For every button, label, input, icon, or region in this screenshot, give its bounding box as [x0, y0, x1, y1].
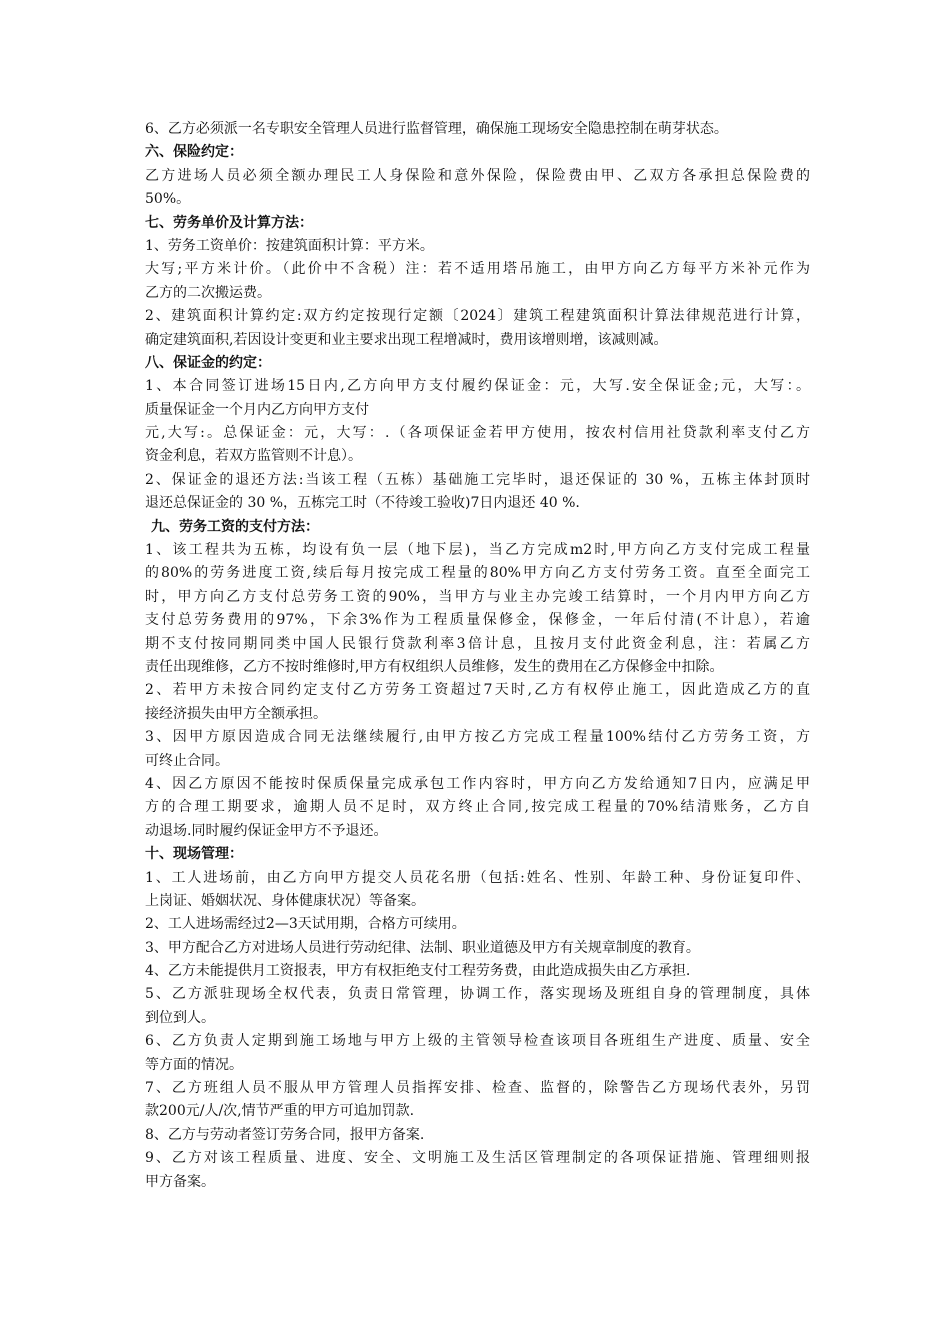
text-line: 1、该工程共为五栋，均设有负一层（地下层)，当乙方完成m2时,甲方向乙方支付完成工程量 [145, 542, 810, 559]
text-line: 确定建筑面积,若因设计变更和业主要求出现工程增减时，费用该增则增，该减则减。 [145, 331, 668, 348]
paragraph [145, 1147, 810, 1194]
text-line: 等方面的情况。 [145, 1056, 243, 1073]
text-line: 2、若甲方未按合同约定支付乙方劳务工资超过7天时,乙方有权停止施工，因此造成乙方的直 [145, 682, 810, 699]
text-line: 3、甲方配合乙方对进场人员进行劳动纪律、法制、职业道德及甲方有关规章制度的教育。 [145, 939, 700, 956]
paragraph [145, 913, 810, 936]
paragraph [145, 305, 810, 352]
section-heading: 十、现场管理： [145, 846, 243, 863]
text-line: 5、乙方派驻现场全权代表，负责日常管理，协调工作，落实现场及班组自身的管理制度，具体 [145, 986, 810, 1003]
paragraph [145, 937, 810, 960]
text-line: 2、保证金的退还方法:当该工程（五栋）基础施工完毕时，退还保证的 30 %，五栋主体封顶时 [145, 471, 810, 488]
document-page [145, 118, 810, 1194]
text-line: 到位到人。 [145, 1009, 215, 1026]
text-line: 7、乙方班组人员不服从甲方管理人员指挥安排、检查、监督的，除警告乙方现场代表外，另罚 [145, 1080, 810, 1097]
text-line: 方的合理工期要求，逾期人员不足时，双方终止合同,按完成工程量的70%结清账务，乙方自 [145, 799, 810, 816]
paragraph [145, 165, 810, 212]
section-heading: 六、保险约定： [145, 144, 243, 161]
paragraph [145, 867, 810, 914]
text-line: 元,大写:。总保证金：元，大写：.（各项保证金若甲方使用，按农村信用社贷款利率支付乙方 [145, 425, 810, 442]
text-line: 的80%的劳务进度工资,续后每月按完成工程量的80%甲方向乙方支付劳务工资。直至全面完工 [145, 565, 810, 582]
paragraph [145, 375, 810, 422]
paragraph [145, 983, 810, 1030]
text-line: 甲方备案。 [145, 1173, 215, 1190]
text-line: 4、乙方未能提供月工资报表，甲方有权拒绝支付工程劳务费，由此造成损失由乙方承担. [145, 963, 691, 980]
section-heading: 七、劳务单价及计算方法： [145, 214, 313, 231]
text-line: 4、因乙方原因不能按时保质保量完成承包工作内容时，甲方向乙方发给通知7日内，应满足甲 [145, 775, 810, 792]
text-line: 动退场.同时履约保证金甲方不予退还。 [145, 822, 388, 839]
text-line: 上岗证、婚姻状况、身体健康状况）等备案。 [145, 892, 425, 909]
text-line: 退还总保证金的 30 %，五栋完工时（不待竣工验收)7日内退还 40 %. [145, 495, 580, 512]
paragraph [145, 422, 810, 469]
section-heading: 八、保证金的约定： [145, 354, 271, 371]
paragraph [145, 960, 810, 983]
text-line: 可终止合同。 [145, 752, 229, 769]
paragraph [145, 1077, 810, 1124]
paragraph [145, 258, 810, 305]
text-line: 1、工人进场前，由乙方向甲方提交人员花名册（包括:姓名、性别、年龄工种、身份证复印件、 [145, 869, 810, 886]
text-line: 2、工人进场需经过2—3天试用期，合格方可续用。 [145, 916, 466, 933]
paragraph [145, 539, 810, 679]
text-line: 乙方的二次搬运费。 [145, 284, 271, 301]
paragraph [145, 118, 810, 141]
paragraph [145, 1030, 810, 1077]
text-line: 50%。 [145, 191, 191, 208]
text-line: 期不支付按同期同类中国人民银行贷款利率3倍计息，且按月支付此资金利息，注：若属乙方 [145, 635, 810, 652]
paragraph [145, 679, 810, 726]
text-line: 8、乙方与劳动者签订劳务合同，报甲方备案. [145, 1126, 425, 1143]
text-line: 支付总劳务费用的97%，下余3%作为工程质量保修金，保修金，一年后付清(不计息），若逾 [145, 612, 810, 629]
text-line: 质量保证金一个月内乙方向甲方支付 [145, 401, 369, 418]
paragraph [145, 726, 810, 773]
text-line: 时，甲方向乙方支付总劳务工资的90%，当甲方与业主办完竣工结算时，一个月内甲方向乙方 [145, 588, 810, 605]
text-line: 1、本合同签订进场15日内,乙方向甲方支付履约保证金：元，大写.安全保证金;元，大写：。 [145, 378, 810, 395]
text-line: 接经济损失由甲方全额承担。 [145, 705, 327, 722]
section-heading: 九、劳务工资的支付方法： [151, 518, 319, 535]
text-line: 3、因甲方原因造成合同无法继续履行,由甲方按乙方完成工程量100%结付乙方劳务工资，方 [145, 729, 810, 746]
text-line: 大写;平方米计价。（此价中不含税）注：若不适用塔吊施工，由甲方向乙方每平方米补元作为 [145, 261, 810, 278]
text-line: 9、乙方对该工程质量、进度、安全、文明施工及生活区管理制定的各项保证措施、管理细则报 [145, 1150, 810, 1167]
paragraph [145, 773, 810, 843]
text-line: 款200元/人/次,情节严重的甲方可追加罚款. [145, 1103, 415, 1120]
text-line: 责任出现维修，乙方不按时维修时,甲方有权组织人员维修，发生的费用在乙方保修金中扣除。 [145, 658, 724, 675]
text-line: 6、乙方必须派一名专职安全管理人员进行监督管理，确保施工现场安全隐患控制在萌芽状态。 [145, 121, 728, 137]
paragraph [145, 469, 810, 516]
paragraph [145, 235, 810, 258]
text-line: 资金利息，若双方监管则不计息）。 [145, 448, 362, 465]
paragraph [145, 1124, 810, 1147]
text-line: 1、劳务工资单价：按建筑面积计算：平方米。 [145, 237, 434, 254]
text-line: 6、乙方负责人定期到施工场地与甲方上级的主管领导检查该项目各班组生产进度、质量、安全 [145, 1033, 810, 1050]
text-line: 2、建筑面积计算约定:双方约定按现行定额〔2024〕建筑工程建筑面积计算法律规范进行计算， [145, 308, 810, 325]
text-line: 乙方进场人员必须全额办理民工人身保险和意外保险，保险费由甲、乙双方各承担总保险费的 [145, 167, 810, 184]
